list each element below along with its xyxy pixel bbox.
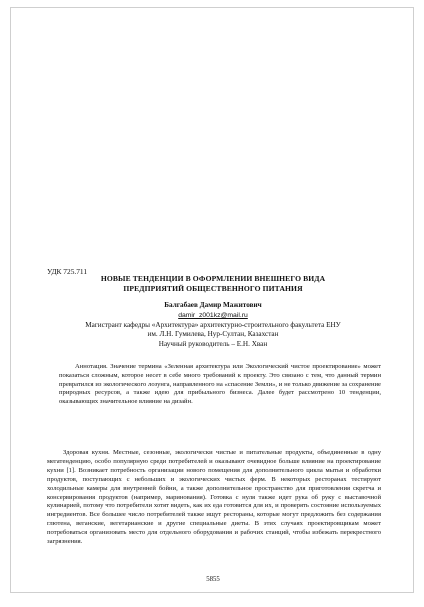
title-line-1: НОВЫЕ ТЕНДЕНЦИИ В ОФОРМЛЕНИИ ВНЕШНЕГО ВИДА bbox=[100, 274, 326, 283]
author-name: Балгабаев Дамир Мажитович bbox=[164, 301, 262, 309]
abstract-text: Аннотация. Значение термина «Зеленная архитектура или Экологический чистое проектирование» может показаться сложным, которое несет в себе много требований к проекту. Это связано с тем, что данный термин превратился из экологического лозунга, направленного на «спасение Земли», и не только движение за сохранение природных ресурсов, а также идею для прибыльного бизнеса. Далее будет рассмотрено 10 тенденции, оказывающих значительное влияние на дизайн. bbox=[59, 363, 381, 406]
udc-code: УДК 725.711 bbox=[47, 267, 88, 276]
title-line-2: ПРЕДПРИЯТИЙ ОБЩЕСТВЕННОГО ПИТАНИЯ bbox=[123, 284, 303, 293]
article-title bbox=[47, 274, 379, 294]
document-page bbox=[10, 7, 414, 593]
body-text bbox=[47, 449, 381, 547]
supervisor: Научный руководитель – Е.Н. Хван bbox=[158, 340, 268, 349]
author-affiliation-1: Магистрант кафедры «Архитектура» архитектурно-строительного факультета ЕНУ bbox=[85, 320, 341, 329]
body-paragraph: Здоровая кухня. Местные, сезонные, экологически чистые и питательные продукты, объединенные в одну мегатенденцию, особо популярную среди потребителей и оказывают очевидное больше влияние на проектирование кухни [1]. Возникает потребность организации нового помещения для дополнительного цикла мытья и обработки продуктов, поступающих с небольших и экологических чистых ферм. В некоторых ресторанах тестируют холодильные камеры для внутренней бойни, а также дополнительное пространство для приготовления скретча и консервирования продуктов (например, маринования). Готовка с нуля также идет рука об руку с выставочной кулинарией, потому что потребители хотят видеть, как их еда готовится для их, и проверять состояние используемых ингредиентов. Все большее число потребителей также ищут рестораны, которые могут предложить без содержания глютена, веганские, вегетарианские и другие специальные диеты. В этих случаях проектировщикам может потребоваться организовать место для отдельного оборудования и рабочих станций, чтобы избежать перекрестного загрязнения. bbox=[47, 449, 381, 546]
abstract bbox=[59, 363, 381, 407]
page-number: 5855 bbox=[206, 576, 220, 583]
author-email-link[interactable]: damir_z001kz@mail.ru bbox=[178, 311, 248, 319]
author-affiliation-2: им. Л.Н. Гумилева, Нур-Султан, Казахстан bbox=[147, 330, 279, 339]
author-block bbox=[47, 301, 379, 350]
